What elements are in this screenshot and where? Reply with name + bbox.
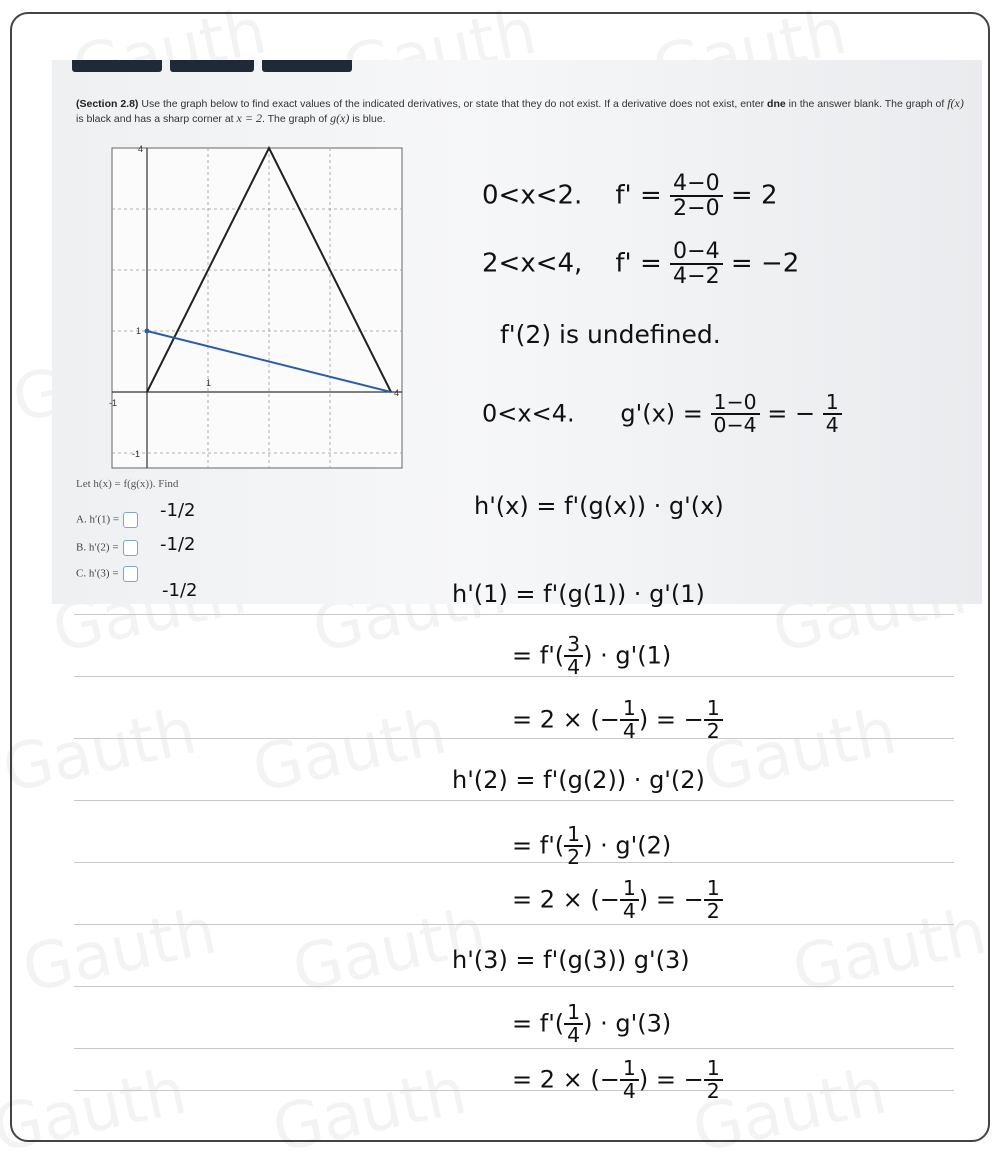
handwritten-answer: -1/2 (162, 580, 198, 601)
answer-input[interactable] (123, 540, 138, 556)
work-line-h2-a: h'(2) = f'(g(2)) · g'(2) (452, 766, 705, 794)
work-line-g-prime: 0<x<4. g'(x) = $\frac{1-0}{0-4}$ = − $\frac{1}{4}$ (482, 392, 842, 437)
watermark (266, 1055, 472, 1167)
answer-input[interactable] (123, 512, 138, 528)
x-tick-label: 4 (394, 388, 400, 398)
problem-statement: (Section 2.8) Use the graph below to find exact values of the indicated derivatives, or state that they do not exist. If a derivative does not exist, enter dne in the answer blank. The graph of f(x) is black and has a sharp corner at x = 2. The graph of g(x) is blue. (76, 96, 964, 125)
watermark (246, 695, 452, 808)
work-line-f-prime-2: 2<x<4, f' = $\frac{0-4}{4-2}$ = −2 (482, 238, 800, 290)
watermark (786, 895, 992, 1008)
y-tick-label: 4 (138, 144, 144, 154)
work-line-h1-b: = f'( $\frac{3}{4}$ ) · g'(1) (512, 632, 672, 680)
function-graph (109, 144, 402, 478)
find-prompt: Let h(x) = f(g(x)). Find (76, 478, 179, 490)
watermark (0, 695, 203, 808)
work-line-h2-b: = f'( $\frac{1}{2}$ ) · g'(2) (512, 822, 672, 870)
answer-input[interactable] (123, 566, 138, 582)
work-line-h1-a: h'(1) = f'(g(1)) · g'(1) (452, 580, 705, 608)
y-tick-label: 1 (136, 326, 142, 336)
handwritten-answer: -1/2 (160, 500, 196, 521)
solution-card (10, 12, 990, 1142)
browser-tab (72, 60, 162, 72)
dne-keyword: dne (767, 98, 786, 110)
answer-label: B. h′(2) = (76, 541, 119, 554)
ruled-line (74, 614, 954, 615)
watermark (0, 1055, 193, 1167)
work-line-h3-b: = f'( $\frac{1}{4}$ ) · g'(3) (512, 1000, 672, 1048)
browser-tab (170, 60, 254, 72)
g-start-point (145, 329, 150, 334)
work-line-h3-c: = 2 × (− $\frac{1}{4}$ ) = − $\frac{1}{2}$ (512, 1058, 723, 1103)
graph-frame (112, 148, 402, 468)
x-tick-label: 1 (206, 378, 212, 388)
answer-label: C. h′(3) = (76, 567, 119, 580)
ruled-line (74, 1048, 954, 1049)
section-label: (Section 2.8) (76, 98, 139, 110)
x-tick-label: -1 (109, 398, 118, 408)
browser-tab (262, 60, 352, 72)
answer-row-a (76, 512, 138, 528)
answer-row-b (76, 540, 138, 556)
work-line-h1-c: = 2 × (− $\frac{1}{4}$ ) = − $\frac{1}{2}$ (512, 698, 723, 743)
ruled-line (74, 924, 954, 925)
y-tick-label: -1 (132, 449, 141, 459)
work-line-h3-a: h'(3) = f'(g(3)) g'(3) (452, 946, 690, 974)
watermark (696, 695, 902, 808)
watermark (16, 895, 222, 1008)
answer-row-c (76, 566, 138, 582)
ruled-line (74, 800, 954, 801)
ruled-line (74, 986, 954, 987)
handwritten-answer: -1/2 (160, 534, 196, 555)
work-line-h2-c: = 2 × (− $\frac{1}{4}$ ) = − $\frac{1}{2}$ (512, 878, 723, 923)
work-line-f-prime-1: 0<x<2. f' = $\frac{4-0}{2-0}$ = 2 (482, 170, 778, 222)
work-line-undefined: f'(2) is undefined. (500, 320, 721, 349)
work-line-chain-rule: h'(x) = f'(g(x)) · g'(x) (474, 492, 724, 520)
answer-label: A. h′(1) = (76, 513, 120, 526)
